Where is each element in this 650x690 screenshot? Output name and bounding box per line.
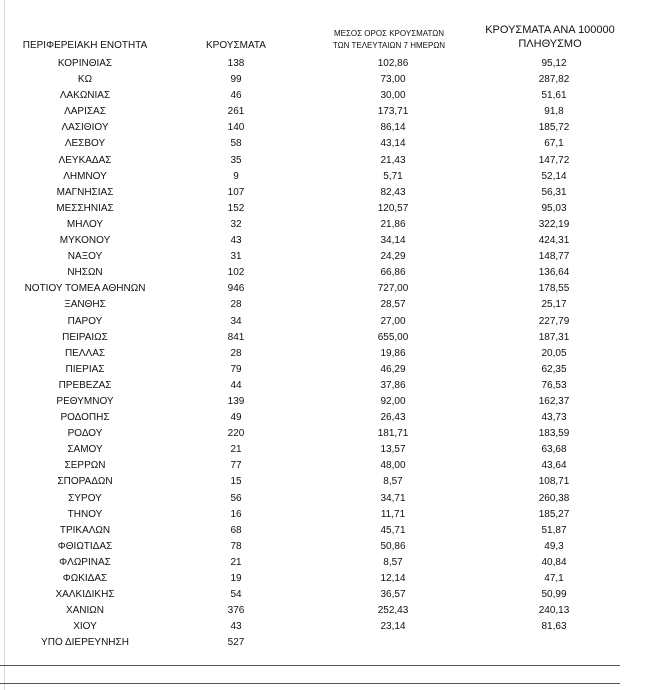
cell-avg-7-days: 727,00 — [377, 283, 409, 295]
cell-region: ΣΠΟΡΑΔΩΝ — [57, 476, 113, 488]
cell-avg-7-days: 120,57 — [377, 202, 409, 214]
cell-avg-7-days: 12,14 — [380, 573, 406, 584]
table-row — [0, 249, 650, 265]
cell-avg-7-days: 50,86 — [380, 540, 406, 552]
cell-region: ΛΗΜΝΟΥ — [63, 170, 107, 182]
cell-per-100k: 322,19 — [538, 218, 570, 230]
header-cases: ΚΡΟΥΣΜΑΤΑ — [206, 40, 266, 51]
cell-cases: 32 — [230, 218, 242, 230]
table-row — [0, 201, 650, 217]
table-row — [0, 153, 650, 169]
cell-region: ΚΟΡΙΝΘΙΑΣ — [57, 58, 113, 69]
cell-per-100k: 162,37 — [538, 395, 570, 407]
cell-avg-7-days: 30,00 — [380, 90, 406, 102]
cell-per-100k: 287,82 — [538, 74, 570, 86]
cell-avg-7-days: 82,43 — [380, 186, 406, 198]
header-cases-per-100k — [472, 23, 628, 51]
bottom-rule — [0, 665, 620, 666]
cell-per-100k: 95,12 — [541, 58, 567, 69]
cell-cases: 28 — [230, 299, 242, 311]
cell-avg-7-days: 28,57 — [380, 299, 406, 311]
header-avg-line1: ΜΕΣΟΣ ΟΡΟΣ ΚΡΟΥΣΜΑΤΩΝ — [333, 29, 445, 38]
cell-per-100k: 43,64 — [541, 460, 567, 472]
cell-avg-7-days: 102,86 — [377, 58, 409, 69]
cell-per-100k: 62,35 — [541, 363, 567, 375]
bottom-rule-lower — [0, 683, 620, 684]
table-row — [0, 555, 650, 571]
header-region: ΠΕΡΙΦΕΡΕΙΑΚΗ ΕΝΟΤΗΤΑ — [22, 40, 148, 51]
cell-region: ΛΕΣΒΟΥ — [64, 138, 106, 150]
cell-per-100k: 25,17 — [541, 299, 567, 311]
cell-region: ΣΥΡΟΥ — [68, 492, 102, 504]
table-row — [0, 523, 650, 539]
cell-cases: 102 — [227, 267, 245, 279]
cell-cases: 9 — [233, 170, 239, 182]
header-per-line2: ΠΛΗΘΥΣΜΟ — [518, 38, 582, 50]
cell-avg-7-days: 11,71 — [380, 508, 406, 520]
cell-per-100k: 40,84 — [541, 556, 567, 568]
table-row — [0, 217, 650, 233]
table-row — [0, 458, 650, 474]
cell-per-100k: 240,13 — [538, 605, 570, 617]
cell-region: ΦΩΚΙΔΑΣ — [62, 573, 108, 584]
cell-region: ΠΕΛΛΑΣ — [64, 347, 106, 359]
cell-per-100k: 49,3 — [544, 540, 564, 552]
cell-avg-7-days: 21,86 — [380, 218, 406, 230]
table-row — [0, 185, 650, 201]
cell-region: ΜΗΛΟΥ — [66, 218, 104, 230]
cell-per-100k: 178,55 — [538, 283, 570, 295]
table-row — [0, 136, 650, 152]
cell-avg-7-days: 37,86 — [380, 379, 406, 391]
table-row — [0, 635, 650, 651]
cell-cases: 78 — [230, 540, 242, 552]
cell-per-100k: 108,71 — [538, 476, 570, 488]
cell-region: ΧΙΟΥ — [73, 621, 97, 633]
cell-per-100k: 63,68 — [541, 444, 567, 456]
cell-region: ΡΟΔΟΠΗΣ — [60, 412, 110, 424]
cell-per-100k: 47,1 — [544, 573, 564, 584]
cell-per-100k: 227,79 — [538, 315, 570, 327]
cell-cases: 58 — [230, 138, 242, 150]
cell-cases: 15 — [230, 476, 242, 488]
cell-avg-7-days: 92,00 — [380, 395, 406, 407]
cell-region: ΛΑΡΙΣΑΣ — [64, 106, 106, 118]
table-row — [0, 587, 650, 603]
table-row — [0, 619, 650, 635]
cell-region: ΧΑΝΙΩΝ — [65, 605, 105, 617]
cell-avg-7-days: 23,14 — [380, 621, 406, 633]
cell-region: ΜΥΚΟΝΟΥ — [59, 235, 111, 247]
table-row — [0, 330, 650, 346]
cell-cases: 79 — [230, 363, 242, 375]
cell-avg-7-days: 181,71 — [377, 428, 409, 440]
cell-cases: 44 — [230, 379, 242, 391]
table-row — [0, 233, 650, 249]
table-row — [0, 378, 650, 394]
cell-region: ΠΑΡΟΥ — [67, 315, 103, 327]
cell-region: ΝΗΣΩΝ — [67, 267, 103, 279]
table-row — [0, 442, 650, 458]
table-row — [0, 426, 650, 442]
cell-cases: 49 — [230, 412, 242, 424]
table-row — [0, 474, 650, 490]
cell-cases: 19 — [230, 573, 242, 584]
cell-avg-7-days: 5,71 — [383, 170, 403, 182]
cell-region: ΦΘΙΩΤΙΔΑΣ — [57, 540, 113, 552]
table-row — [0, 169, 650, 185]
cell-region: ΠΡΕΒΕΖΑΣ — [58, 379, 112, 391]
cell-avg-7-days: 8,57 — [383, 476, 403, 488]
cell-avg-7-days: 27,00 — [380, 315, 406, 327]
cell-avg-7-days: 655,00 — [377, 331, 409, 343]
cell-per-100k: 50,99 — [541, 589, 567, 601]
table-row — [0, 265, 650, 281]
cell-per-100k: 51,61 — [541, 90, 567, 102]
cell-cases: 56 — [230, 492, 242, 504]
cell-cases: 99 — [230, 74, 242, 86]
cell-cases: 28 — [230, 347, 242, 359]
cell-region: ΣΑΜΟΥ — [67, 444, 103, 456]
cell-cases: 54 — [230, 589, 242, 601]
table-row — [0, 539, 650, 555]
cell-avg-7-days: 43,14 — [380, 138, 406, 150]
cell-cases: 43 — [230, 621, 242, 633]
header-avg-line2: ΤΩΝ ΤΕΛΕΥΤΑΙΩΝ 7 ΗΜΕΡΩΝ — [332, 41, 446, 50]
cell-region: ΡΕΘΥΜΝΟΥ — [56, 395, 114, 407]
cell-region: ΤΡΙΚΑΛΩΝ — [59, 524, 111, 536]
cell-per-100k: 185,72 — [538, 122, 570, 134]
cell-cases: 841 — [227, 331, 245, 343]
cell-cases: 140 — [227, 122, 245, 134]
cell-per-100k: 424,31 — [538, 235, 570, 247]
header-avg-7-days — [308, 28, 470, 52]
cell-per-100k: 51,87 — [541, 524, 567, 536]
cell-region: ΛΕΥΚΑΔΑΣ — [58, 154, 112, 166]
cell-cases: 16 — [230, 508, 242, 520]
cell-per-100k: 260,38 — [538, 492, 570, 504]
table-row — [0, 88, 650, 104]
cell-per-100k: 20,05 — [541, 347, 567, 359]
cell-cases: 43 — [230, 235, 242, 247]
cell-per-100k: 81,63 — [541, 621, 567, 633]
cell-avg-7-days: 13,57 — [380, 444, 406, 456]
cell-cases: 220 — [227, 428, 245, 440]
table-row — [0, 394, 650, 410]
cell-per-100k: 147,72 — [538, 154, 570, 166]
cell-avg-7-days: 34,71 — [380, 492, 406, 504]
cell-region: ΦΛΩΡΙΝΑΣ — [59, 556, 111, 568]
cell-cases: 34 — [230, 315, 242, 327]
cell-cases: 46 — [230, 90, 242, 102]
cell-avg-7-days: 173,71 — [377, 106, 409, 118]
cell-cases: 107 — [227, 186, 245, 198]
table-row — [0, 571, 650, 587]
cell-cases: 21 — [230, 556, 242, 568]
table-row — [0, 362, 650, 378]
cell-per-100k: 43,73 — [541, 412, 567, 424]
table-row — [0, 346, 650, 362]
cell-region: ΧΑΛΚΙΔΙΚΗΣ — [55, 589, 115, 601]
cell-cases: 261 — [227, 106, 245, 118]
cell-cases: 35 — [230, 154, 242, 166]
cell-avg-7-days: 21,43 — [380, 154, 406, 166]
cell-cases: 527 — [227, 637, 245, 649]
cell-region: ΠΕΙΡΑΙΩΣ — [62, 331, 108, 343]
cell-region: ΣΕΡΡΩΝ — [64, 460, 106, 472]
cell-cases: 68 — [230, 524, 242, 536]
cell-avg-7-days: 45,71 — [380, 524, 406, 536]
cell-cases: 31 — [230, 251, 242, 263]
table-row — [0, 314, 650, 330]
cell-region: ΜΑΓΝΗΣΙΑΣ — [56, 186, 114, 198]
cell-avg-7-days: 48,00 — [380, 460, 406, 472]
cell-per-100k: 56,31 — [541, 186, 567, 198]
header-per-line1: ΚΡΟΥΣΜΑΤΑ ΑΝΑ 100000 — [485, 24, 615, 36]
cell-region: ΤΗΝΟΥ — [67, 508, 103, 520]
cell-region: ΚΩ — [77, 74, 93, 86]
cell-region: ΠΙΕΡΙΑΣ — [65, 363, 105, 375]
cell-per-100k: 91,8 — [544, 106, 564, 118]
cell-per-100k: 67,1 — [544, 138, 564, 150]
cell-per-100k: 136,64 — [538, 267, 570, 279]
table-row — [0, 410, 650, 426]
cell-per-100k: 148,77 — [538, 251, 570, 263]
table-row — [0, 56, 650, 72]
cell-avg-7-days: 34,14 — [380, 235, 406, 247]
table-row — [0, 104, 650, 120]
table-row — [0, 297, 650, 313]
cell-region: ΛΑΣΙΘΙΟΥ — [61, 122, 109, 134]
cell-avg-7-days: 8,57 — [383, 556, 403, 568]
cell-region: ΥΠΟ ΔΙΕΡΕΥΝΗΣΗ — [41, 637, 129, 649]
table-row — [0, 603, 650, 619]
table-row — [0, 120, 650, 136]
cell-cases: 77 — [230, 460, 242, 472]
cell-cases: 21 — [230, 444, 242, 456]
cell-region: ΝΟΤΙΟΥ ΤΟΜΕΑ ΑΘΗΝΩΝ — [24, 283, 146, 295]
cell-per-100k: 185,27 — [538, 508, 570, 520]
cell-region: ΝΑΞΟΥ — [67, 251, 103, 263]
cell-per-100k: 76,53 — [541, 379, 567, 391]
table-row — [0, 491, 650, 507]
cell-avg-7-days: 73,00 — [380, 74, 406, 86]
table-row — [0, 507, 650, 523]
cell-per-100k: 52,14 — [541, 170, 567, 182]
cell-avg-7-days: 86,14 — [380, 122, 406, 134]
cell-avg-7-days: 26,43 — [380, 412, 406, 424]
cell-region: ΞΑΝΘΗΣ — [64, 299, 106, 311]
cell-avg-7-days: 24,29 — [380, 251, 406, 263]
cell-cases: 946 — [227, 283, 245, 295]
cell-per-100k: 95,03 — [541, 202, 567, 214]
cell-cases: 138 — [227, 58, 245, 69]
data-table — [0, 56, 650, 651]
table-row — [0, 281, 650, 297]
cell-cases: 152 — [227, 202, 245, 214]
cell-region: ΛΑΚΩΝΙΑΣ — [59, 90, 111, 102]
cell-avg-7-days: 19,86 — [380, 347, 406, 359]
cell-avg-7-days: 46,29 — [380, 363, 406, 375]
cell-avg-7-days: 252,43 — [377, 605, 409, 617]
cell-region: ΜΕΣΣΗΝΙΑΣ — [56, 202, 114, 214]
table-row — [0, 72, 650, 88]
cell-cases: 139 — [227, 395, 245, 407]
cell-region: ΡΟΔΟΥ — [67, 428, 103, 440]
cell-per-100k: 183,59 — [538, 428, 570, 440]
cell-avg-7-days: 36,57 — [380, 589, 406, 601]
cell-cases: 376 — [227, 605, 245, 617]
cell-avg-7-days: 66,86 — [380, 267, 406, 279]
cell-per-100k: 187,31 — [538, 331, 570, 343]
